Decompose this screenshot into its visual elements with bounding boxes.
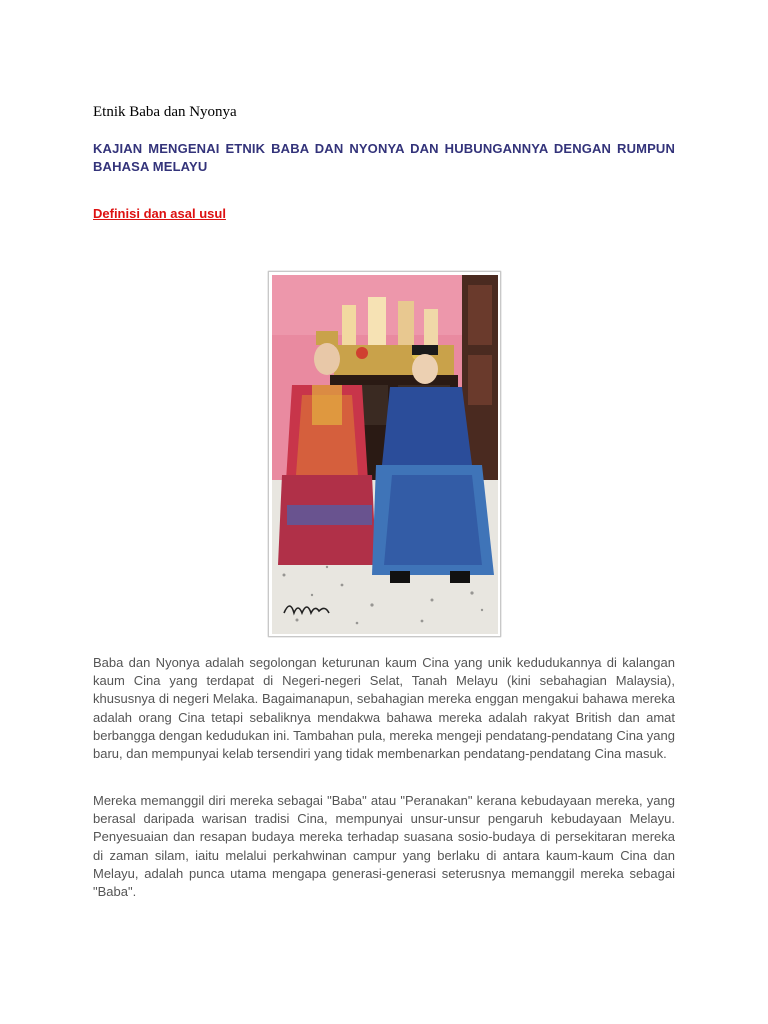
paragraph-1: Baba dan Nyonya adalah segolongan keturunan kaum Cina yang unik kedudukannya di kalangan kaum Cina yang terdapat di Negeri-negeri Selat, Tanah Melayu (kini sebahagian Malaysia), khususnya di negeri Melaka. Bagaimanapun, sebahagian mereka enggan mengakui bahawa mereka adalah orang Cina tetapi sebaliknya mendakwa bahawa mereka adalah rakyat British dan amat berbangga dengan kedudukan ini. Tambahan pula, mereka mengeji pendatang-pendatang Cina yang baru, dan mempunyai kelab tersendiri yang tidak membenarkan pendatang-pendatang Cina masuk.	[93, 655, 675, 762]
baba-nyonya-photo	[268, 271, 501, 637]
section-heading-link[interactable]: Definisi dan asal usul	[93, 206, 226, 221]
photo-illustration	[272, 275, 498, 634]
paragraph-2: Mereka memanggil diri mereka sebagai "Baba" atau "Peranakan" kerana kebudayaan mereka, yang berasal daripada warisan tradisi Cina, mempunyai unsur-unsur pengaruh kebudayaan Melayu. Penyesuaian dan resapan budaya mereka terhadap suasana sosio-budaya di persekitaran mereka di zaman silam, iaitu melalui perkahwinan campur yang berlaku di antara kaum-kaum Cina dan Melayu, adalah punca utama mengapa generasi-generasi seterusnya memanggil mereka sebagai "Baba".	[93, 793, 675, 900]
document-title: Etnik Baba dan Nyonya	[93, 104, 237, 120]
document-subtitle: KAJIAN MENGENAI ETNIK BABA DAN NYONYA DAN HUBUNGANNYA DENGAN RUMPUN BAHASA MELAYU	[93, 141, 675, 174]
